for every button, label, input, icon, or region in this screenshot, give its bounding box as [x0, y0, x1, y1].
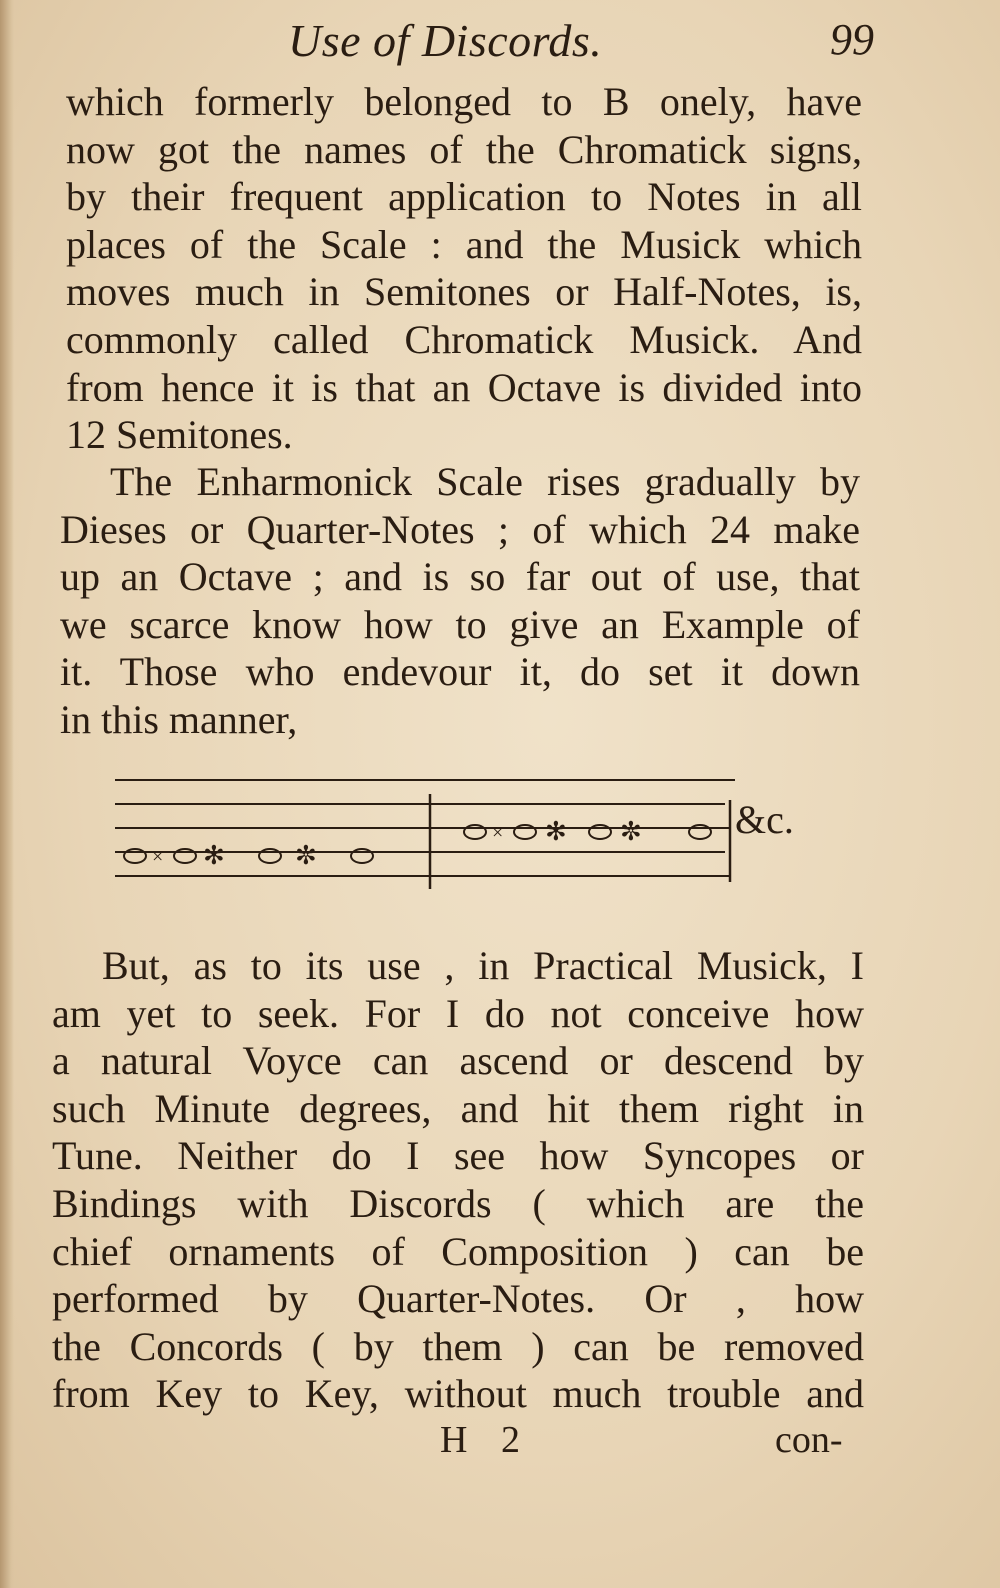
- text-line: moves much in Semitones or Half-Notes, is,: [66, 269, 862, 315]
- sharp-sign: ✻: [545, 817, 567, 846]
- text-line: we scarce know how to give an Example of: [60, 601, 860, 647]
- text-line: now got the names of the Chromatick signs,: [66, 126, 862, 172]
- page-header: [60, 14, 880, 74]
- paragraph-practical-musick: [52, 942, 864, 1418]
- text-line: it. Those who endevour it, do set it down: [60, 649, 860, 695]
- text-line: in this manner,: [60, 696, 298, 742]
- text-line: places of the Scale : and the Musick which: [66, 221, 862, 267]
- text-line: commonly called Chromatick Musick. And: [66, 316, 862, 362]
- paragraph-enharmonick: [60, 458, 860, 744]
- text-line: by their frequent application to Notes in all: [66, 174, 862, 220]
- text-line: from Key to Key, without much trouble and: [52, 1371, 864, 1417]
- text-line: up an Octave ; and is so far out of use, that: [60, 554, 860, 600]
- page-gutter: [0, 0, 14, 1588]
- text-line: 12 Semitones.: [66, 412, 293, 458]
- sharp-sign: ✻: [203, 841, 225, 870]
- double-sharp-sign: ✼: [295, 841, 317, 870]
- text-line: Bindings with Discords ( which are the: [52, 1180, 864, 1226]
- text-line: Dieses or Quarter-Notes ; of which 24 make: [60, 506, 860, 552]
- text-line: chief ornaments of Composition ) can be: [52, 1228, 864, 1274]
- running-title: Use of Discords.: [288, 15, 603, 66]
- page-number: 99: [830, 15, 874, 64]
- text-line: the Concords ( by them ) can be removed: [52, 1323, 864, 1369]
- text-line: am yet to seek. For I do not conceive how: [52, 990, 864, 1036]
- page-footer: [0, 1418, 1000, 1468]
- text-line: Tune. Neither do I see how Syncopes or: [52, 1133, 864, 1179]
- diesis-sign: ×: [492, 822, 504, 844]
- paragraph-chromatick: [66, 78, 862, 459]
- diesis-sign: ×: [152, 846, 164, 868]
- text-line: which formerly belonged to B onely, have: [66, 79, 862, 124]
- text-line: But, as to its use , in Practical Musick, I: [102, 943, 864, 988]
- text-line: The Enharmonick Scale rises gradually by: [110, 459, 860, 504]
- text-line: a natural Voyce can ascend or descend by: [52, 1038, 864, 1084]
- double-sharp-sign: ✼: [620, 817, 642, 846]
- signature-mark: H 2: [440, 1419, 532, 1461]
- catchword: con-: [775, 1419, 843, 1461]
- etc-label: &c.: [735, 797, 794, 842]
- text-line: performed by Quarter-Notes. Or , how: [52, 1276, 864, 1322]
- text-line: from hence it is that an Octave is divided into: [66, 364, 862, 410]
- text-line: such Minute degrees, and hit them right in: [52, 1085, 864, 1131]
